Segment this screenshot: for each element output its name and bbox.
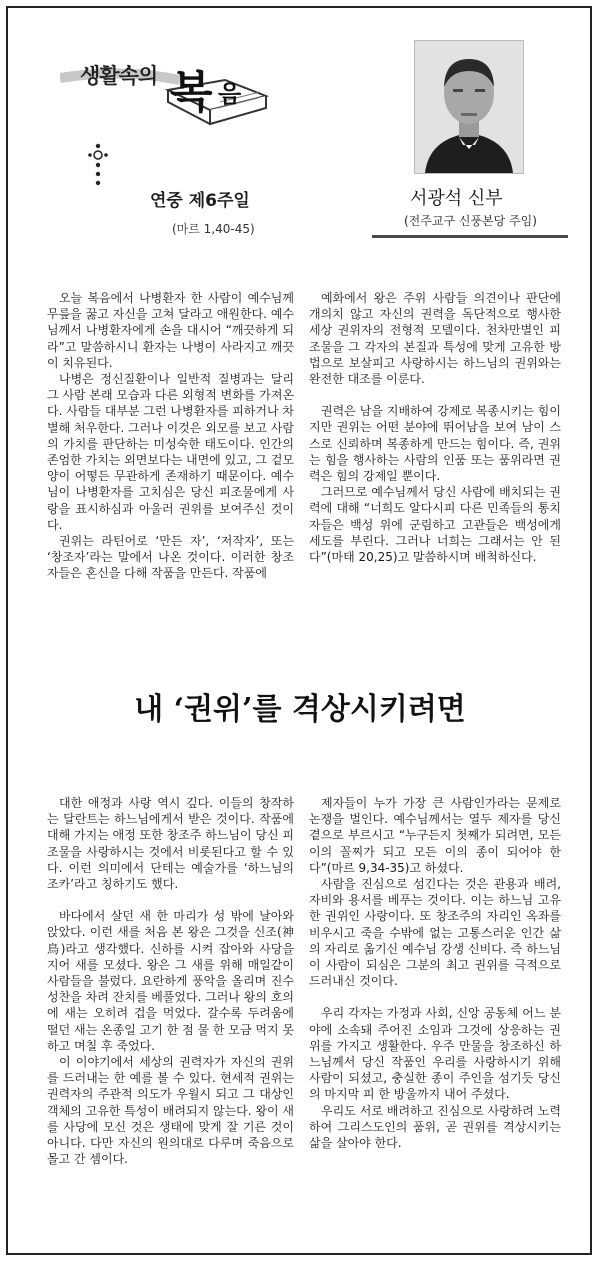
- paragraph: 그러므로 예수님께서 당신 사람에 배치되는 권력에 대해 “너희도 알다시피 다른 민족들의 통치자들은 백성 위에 군림하고 고관들은 백성에게 세도를 부린다. 그러나 너희는 그래서는 안 된다”(마태 20,25)고 말씀하시며 배척하신다.: [309, 485, 561, 565]
- scripture-reference: (마르 1,40-45): [172, 222, 255, 236]
- paragraph: 나병은 정신질환이나 일반적 질병과는 달리 그 사람 본래 모습과 다른 외형적 변화를 가져온다. 사람들 대부분 그런 나병환자를 피하거나 차별해 처우한다. 그러나 이것은 외모를 보고 사람의 가치를 판단하는 미성숙한 태도이다. 인간의 존엄한 가치는 외면보다는 내면에 있고, 그 겉모양이 어떻든 무관하게 존재하기 때문이다. 예수님이 나병환자를 고치심은 당신 피조물에게 사랑을 표시하심과 아울러 권위를 보여주신 것이다.: [47, 372, 294, 532]
- paragraph: 대한 애정과 사랑 역시 깊다. 이들의 창작하는 달란트는 하느님에게서 받은 것이다. 작품에 대해 가지는 애정 또한 창조주 하느님이 당신 피조물을 사랑하시는 것에서 비롯된다고 할 수 있다. 이런 의미에서 단테는 예술가를 ‘하느님의 조카’라고 칭하기도 했다.: [47, 796, 294, 892]
- paragraph: 권력은 남을 지배하여 강제로 복종시키는 힘이지만 권위는 어떤 분야에 뛰어남을 보여 남이 스스로 신뢰하며 복종하게 만드는 힘이다. 즉, 권위는 힘을 행사하는 사람의 인품 또는 품위라면 권력은 힘의 강제일 뿐이다.: [309, 404, 561, 484]
- logo-text-big2: 음: [218, 80, 242, 108]
- text-column-4: [309, 795, 561, 1151]
- liturgy-headline: 연중 제6주일: [150, 191, 250, 211]
- text-column-3: [47, 795, 294, 1167]
- text-column-2: [309, 290, 561, 565]
- paragraph: 사람을 진심으로 섬긴다는 것은 관용과 배려, 자비와 용서를 베푸는 것이다. 이는 하느님 고유한 권위인 사랑이다. 또 창조주의 자리인 옥좌를 비우시고 죽을 수밖에 없는 고통스러운 인간 삶의 자리로 옮기신 예수님 강생 신비다. 즉 하느님이 사람이 되심은 그분의 최고 권위를 극적으로 드러내신 것이다.: [309, 877, 561, 989]
- logo-text-small: 생활속의: [80, 64, 158, 88]
- paragraph: 이 이야기에서 세상의 권력자가 자신의 권위를 드러내는 한 예를 볼 수 있다. 현세적 권위는 권력자의 주관적 의도가 우월시 되고 그 대상인 객체의 고유한 특성이 배려되지 않는다. 왕이 새를 사당에 모신 것은 생태에 맞게 잘 기른 것이 아니다. 다만 자신의 원의대로 다루며 죽음으로 몰고 간 셈이다.: [47, 1055, 294, 1167]
- paragraph: 바다에서 살던 새 한 마리가 성 밖에 날아와 앉았다. 이런 새를 처음 본 왕은 그것을 신조(神鳥)라고 생각했다. 신하를 시켜 잡아와 사당을 지어 새를 모셨다. 왕은 그 새를 위해 매일같이 사람들을 불렀다. 요란하게 풍악을 올리며 진수성찬을 차려 잔치를 베풀었다. 그러나 왕의 호의에 새는 오히려 겁을 먹었다. 갈수록 두려움에 떨던 새는 온종일 고기 한 점 물 한 모금 먹지 못하고 며칠 후 죽었다.: [47, 909, 294, 1053]
- author-parish: (전주교구 신풍본당 주임): [404, 214, 537, 228]
- paragraph: 권위는 라틴어로 ‘만든 자’, ‘저작자’, 또는 ‘창조자’라는 말에서 나온 것이다. 이러한 창조자들은 혼신을 다해 작품을 만든다. 작품에: [47, 534, 294, 581]
- paragraph: 제자들이 누가 가장 큰 사람인가라는 문제로 논쟁을 벌인다. 예수님께서는 열두 제자를 당신 곁으로 부르시고 “누구든지 첫째가 되려면, 모든 이의 꼴찌가 되고 모든 이의 종이 되어야 한다”(마르 9,34-35)고 하셨다.: [309, 796, 561, 875]
- paragraph: 오늘 복음에서 나병환자 한 사람이 예수님께 무릎을 꿇고 자신을 고쳐 달라고 애원한다. 예수님께서 나병환자에게 손을 대시어 “깨끗하게 되라”고 말씀하시니 환자는 나병이 사라지고 깨끗이 치유된다.: [47, 291, 294, 370]
- text-column-1: [47, 290, 294, 582]
- logo-text-big: 복: [170, 67, 213, 118]
- author-underline: [372, 235, 568, 238]
- paragraph: 예화에서 왕은 주위 사람들 의견이나 판단에 개의치 않고 자신의 권력을 독단적으로 행사한 세상 권위자의 전형적 모델이다. 천차만별인 피조물을 그 각자의 본질과 특성에 맞게 고유한 방법으로 보살피고 사랑하시는 하느님의 권위와는 완전한 대조를 이룬다.: [309, 291, 561, 387]
- paragraph: 우리도 서로 배려하고 진심으로 사랑하려 노력하여 그리스도인의 품위, 곧 권위를 격상시키는 삶을 살아야 한다.: [309, 1103, 561, 1151]
- author-photo: [414, 40, 524, 174]
- author-name: 서광석 신부: [410, 188, 503, 209]
- article-title: 내 ‘권위’를 격상시키려면: [134, 692, 466, 727]
- column-logo: [60, 38, 280, 148]
- paragraph: 우리 각자는 가정과 사회, 신앙 공동체 어느 분야에 소속돼 주어진 소임과 그것에 상응하는 권위를 가지고 생활한다. 우주 만물을 창조하신 하느님께서 당신 작품인 우리를 사랑하시기 위해 사람이 되셨고, 충실한 종이 주인을 섬기듯 당신의 마지막 피 한 방울까지 내어 주셨다.: [309, 1006, 561, 1102]
- dots-ornament-icon: [88, 142, 108, 190]
